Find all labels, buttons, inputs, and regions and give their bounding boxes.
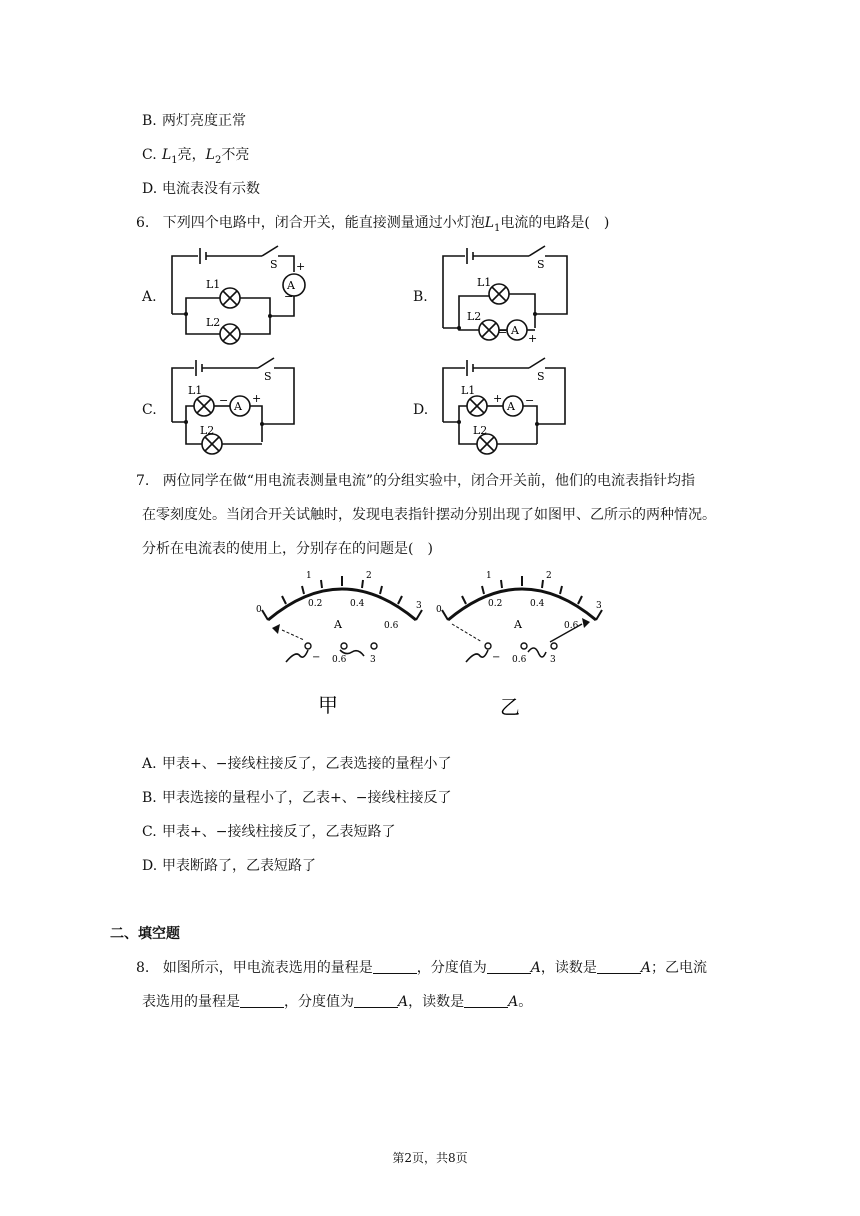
page-footer: 第2页，共8页 — [392, 1151, 468, 1165]
terminal-minus: − — [492, 652, 501, 663]
q5-option-c — [142, 145, 249, 171]
minus-label: − — [284, 290, 294, 303]
q8-text-5: 表选用的量程是 — [142, 994, 240, 1010]
circuit-c-diagram — [166, 356, 306, 460]
tick-bottom-04: 0.4 — [530, 599, 545, 609]
caption-yi: 乙 — [500, 695, 520, 719]
q8-text-1: 如图所示，甲电流表选用的量程是 — [162, 960, 373, 976]
tick-top-0: 0 — [436, 605, 442, 615]
tick-top-2: 2 — [546, 571, 552, 581]
plus-label: + — [493, 392, 503, 405]
tick-top-3: 3 — [416, 601, 422, 611]
caption-jia: 甲 — [318, 693, 338, 717]
tick-top-0: 0 — [256, 605, 262, 615]
terminal-3: 3 — [550, 655, 556, 665]
section-heading: 二、填空题 — [110, 926, 180, 942]
tick-top-2: 2 — [366, 571, 372, 581]
option-text: 甲表选接的量程小了，乙表+、−接线柱接反了 — [162, 790, 452, 806]
switch-label: S — [537, 258, 545, 271]
plus-label: + — [528, 332, 538, 345]
question-number: 6. — [136, 215, 150, 231]
circuit-d-diagram — [437, 356, 577, 460]
option-letter: B. — [142, 790, 157, 806]
answer-blank[interactable] — [464, 993, 508, 1008]
terminal-3: 3 — [370, 655, 376, 665]
unit-a: A — [640, 960, 651, 976]
terminal-06: 0.6 — [512, 655, 527, 665]
option-letter: A. — [142, 756, 157, 772]
meter-symbol: A — [287, 279, 295, 292]
tick-top-1: 1 — [486, 571, 492, 581]
q6-var: L — [484, 215, 495, 231]
switch-label: S — [270, 258, 278, 271]
meter-yi — [432, 566, 612, 730]
option-text: 甲表+、−接线柱接反了，乙表选接的量程小了 — [162, 756, 452, 772]
lamp-l2-label: L2 — [473, 424, 488, 437]
q6-stem — [136, 213, 609, 239]
tick-bottom-06: 0.6 — [384, 621, 399, 631]
answer-blank[interactable] — [597, 959, 641, 974]
circuit-a-diagram — [166, 240, 316, 352]
terminal-minus: − — [312, 652, 321, 663]
q7-stem-line3: 分析在电流表的使用上，分别存在的问题是( ) — [142, 541, 433, 557]
unit-a: A — [398, 994, 409, 1010]
var-l1: L — [162, 147, 172, 163]
question-number: 7. — [136, 473, 150, 489]
meter-symbol: A — [511, 324, 519, 337]
circuit-b-letter: B. — [413, 289, 428, 305]
q8-text-3: ，读数是 — [540, 960, 597, 976]
tick-bottom-02: 0.2 — [488, 599, 503, 609]
q7-stem-text1: 两位同学在做“用电流表测量电流”的分组实验中，闭合开关前，他们的电流表指针均指 — [162, 473, 696, 489]
switch-label: S — [264, 370, 272, 383]
switch-label: S — [537, 370, 545, 383]
tick-bottom-04: 0.4 — [350, 599, 365, 609]
q5-option-b — [142, 111, 246, 131]
plus-label: + — [252, 392, 262, 405]
circuit-b-diagram — [437, 244, 577, 348]
q7-stem-line1 — [136, 471, 695, 491]
q6-var-sub: 1 — [494, 222, 501, 234]
q8-line2 — [142, 992, 532, 1012]
circuit-c-letter: C. — [142, 402, 157, 418]
q8-text-end: 。 — [518, 994, 533, 1010]
option-text: 甲表断路了，乙表短路了 — [162, 858, 316, 874]
option-letter: C. — [142, 147, 157, 163]
unit-a: A — [508, 994, 519, 1010]
answer-blank[interactable] — [373, 959, 417, 974]
minus-label: = — [498, 325, 508, 338]
terminal-06: 0.6 — [332, 655, 347, 665]
option-text-mid: 亮， — [177, 147, 206, 163]
q8-text-6: ，分度值为 — [284, 994, 354, 1010]
option-letter: D. — [142, 858, 158, 874]
meter-jia — [252, 566, 432, 730]
option-text: 电流表没有示数 — [162, 181, 260, 197]
q6-stem-b: 电流的电路是( ) — [500, 215, 610, 231]
unit-a: A — [530, 960, 541, 976]
q6-stem-a: 下列四个电路中，闭合开关，能直接测量通过小灯泡 — [162, 215, 485, 231]
q7-stem-line2: 在零刻度处。当闭合开关试触时，发现电表指针摆动分别出现了如图甲、乙所示的两种情况。 — [142, 507, 716, 523]
lamp-l1-label: L1 — [206, 278, 221, 291]
answer-blank[interactable] — [240, 993, 284, 1008]
option-letter: D. — [142, 181, 158, 197]
tick-top-1: 1 — [306, 571, 312, 581]
answer-blank[interactable] — [487, 959, 531, 974]
q7-option-c — [142, 822, 395, 842]
minus-label: − — [525, 394, 535, 407]
option-letter: B. — [142, 113, 157, 129]
lamp-l1-label: L1 — [188, 384, 203, 397]
lamp-l2-label: L2 — [206, 316, 221, 329]
lamp-l2-label: L2 — [200, 424, 215, 437]
meter-symbol: A — [507, 400, 515, 413]
question-number: 8. — [136, 960, 150, 976]
tick-top-3: 3 — [596, 601, 602, 611]
q8-text-7: ，读数是 — [408, 994, 465, 1010]
q8-line1 — [136, 958, 707, 978]
circuit-d-letter: D. — [413, 402, 429, 418]
tick-bottom-02: 0.2 — [308, 599, 323, 609]
answer-blank[interactable] — [354, 993, 398, 1008]
meter-symbol: A — [234, 400, 242, 413]
var-l2: L — [205, 147, 215, 163]
circuit-a-letter: A. — [142, 289, 157, 305]
option-text-end: 不亮 — [221, 147, 250, 163]
lamp-l1-label: L1 — [461, 384, 476, 397]
var-l1-sub: 1 — [171, 154, 178, 166]
tick-bottom-06: 0.6 — [564, 621, 579, 631]
option-letter: C. — [142, 824, 157, 840]
q7-option-b — [142, 788, 451, 808]
q8-text-2: ，分度值为 — [416, 960, 487, 976]
meter-unit: A — [334, 618, 342, 631]
q8-text-4: ；乙电流 — [650, 960, 707, 976]
q7-option-a — [142, 754, 451, 774]
var-l2-sub: 2 — [214, 154, 222, 166]
plus-label: + — [296, 260, 306, 273]
lamp-l1-label: L1 — [477, 276, 492, 289]
meter-unit: A — [514, 618, 522, 631]
lamp-l2-label: L2 — [467, 310, 482, 323]
q7-option-d — [142, 856, 316, 876]
q5-option-d — [142, 179, 260, 199]
minus-label: − — [219, 394, 229, 407]
option-text: 甲表+、−接线柱接反了，乙表短路了 — [162, 824, 396, 840]
option-text: 两灯亮度正常 — [162, 113, 246, 129]
